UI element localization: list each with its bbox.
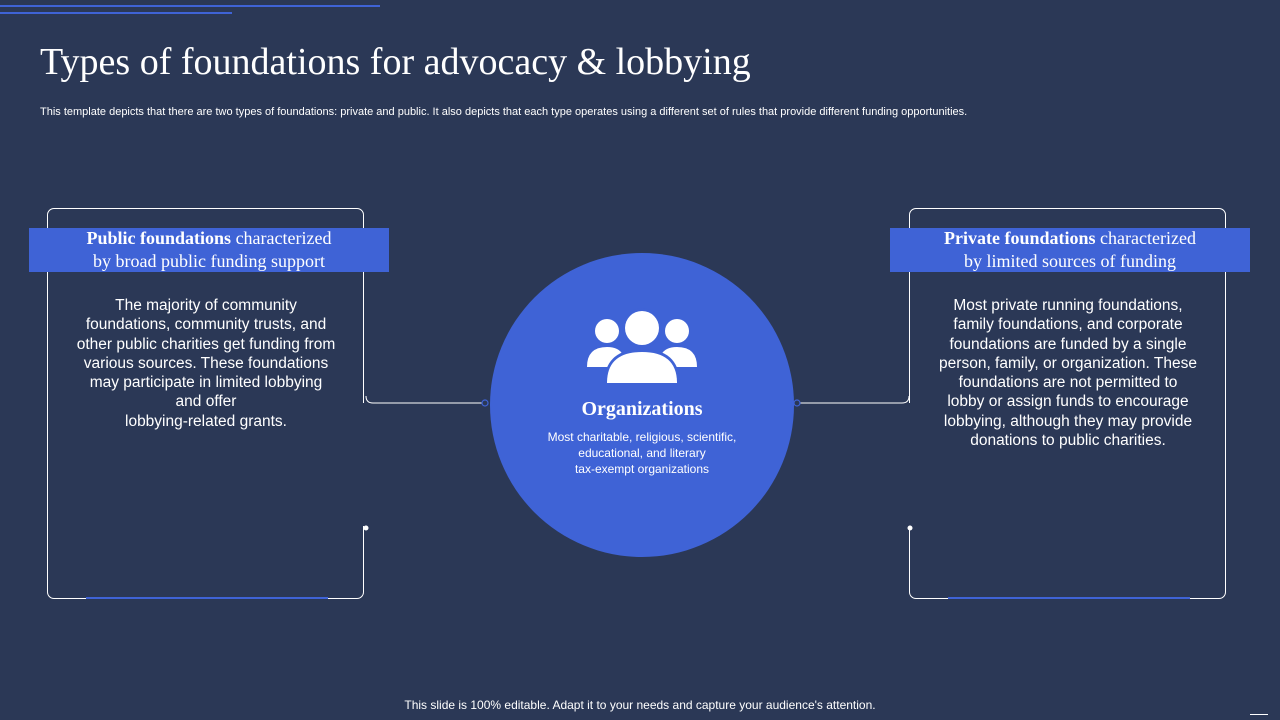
description-line: foundations, community trusts, and: [85, 316, 327, 334]
description-line: lobby or assign funds to encourage: [947, 393, 1189, 411]
left-card-bottom-accent: [86, 597, 328, 599]
public-foundation-description: [61, 296, 351, 431]
organizations-title: Organizations: [581, 398, 703, 420]
description-line: and offer: [175, 393, 237, 411]
page-title: Types of foundations for advocacy & lobbying: [40, 41, 751, 83]
organizations-line: tax-exempt organizations: [574, 462, 710, 476]
right-card-bottom-accent: [948, 597, 1190, 599]
organizations-circle: [490, 253, 794, 557]
right-connector: [797, 396, 909, 403]
description-line: The majority of community: [115, 297, 297, 314]
description-line: various sources. These foundations: [83, 354, 329, 372]
description-line: foundations are funded by a single: [949, 335, 1187, 353]
footer-note: This slide is 100% editable. Adapt it to your needs and capture your audience's attention.: [404, 698, 876, 712]
private-foundation-header-line2: by limited sources of funding: [964, 251, 1176, 271]
organizations-line: Most charitable, religious, scientific,: [547, 430, 737, 444]
description-line: lobbying-related grants.: [125, 412, 287, 430]
users-group-icon: [587, 307, 697, 387]
public-foundation-header-line2: by broad public funding support: [93, 251, 325, 271]
organizations-description: [527, 429, 757, 477]
organizations-line: educational, and literary: [578, 446, 706, 460]
left-connector: [366, 396, 485, 403]
description-line: other public charities get funding from: [76, 335, 336, 353]
description-line: person, family, or organization. These: [939, 354, 1197, 372]
page-subtitle: This template depicts that there are two types of foundations: private and public. It also depicts that each type operates using a different set of rules that provide different funding opportunities.: [40, 106, 968, 118]
private-foundation-header: [890, 228, 1250, 272]
corner-decoration: [1250, 714, 1268, 715]
description-line: foundations are not permitted to: [958, 374, 1178, 392]
left-card-end-dot: [364, 526, 369, 531]
right-connector-dot: [794, 400, 800, 406]
public-foundation-header-bold: Public foundations: [86, 228, 232, 248]
left-connector-dot: [482, 400, 488, 406]
description-line: Most private running foundations,: [953, 297, 1183, 314]
private-foundation-description: [923, 296, 1213, 450]
description-line: donations to public charities.: [970, 432, 1166, 450]
public-foundation-header: [29, 228, 389, 272]
description-line: family foundations, and corporate: [953, 316, 1183, 334]
description-line: may participate in limited lobbying: [89, 374, 323, 392]
private-foundation-header-rest: characterized: [1095, 228, 1196, 248]
public-foundation-header-rest: characterized: [231, 228, 332, 248]
description-line: lobbying, although they may provide: [943, 412, 1193, 430]
private-foundation-header-bold: Private foundations: [944, 228, 1096, 248]
